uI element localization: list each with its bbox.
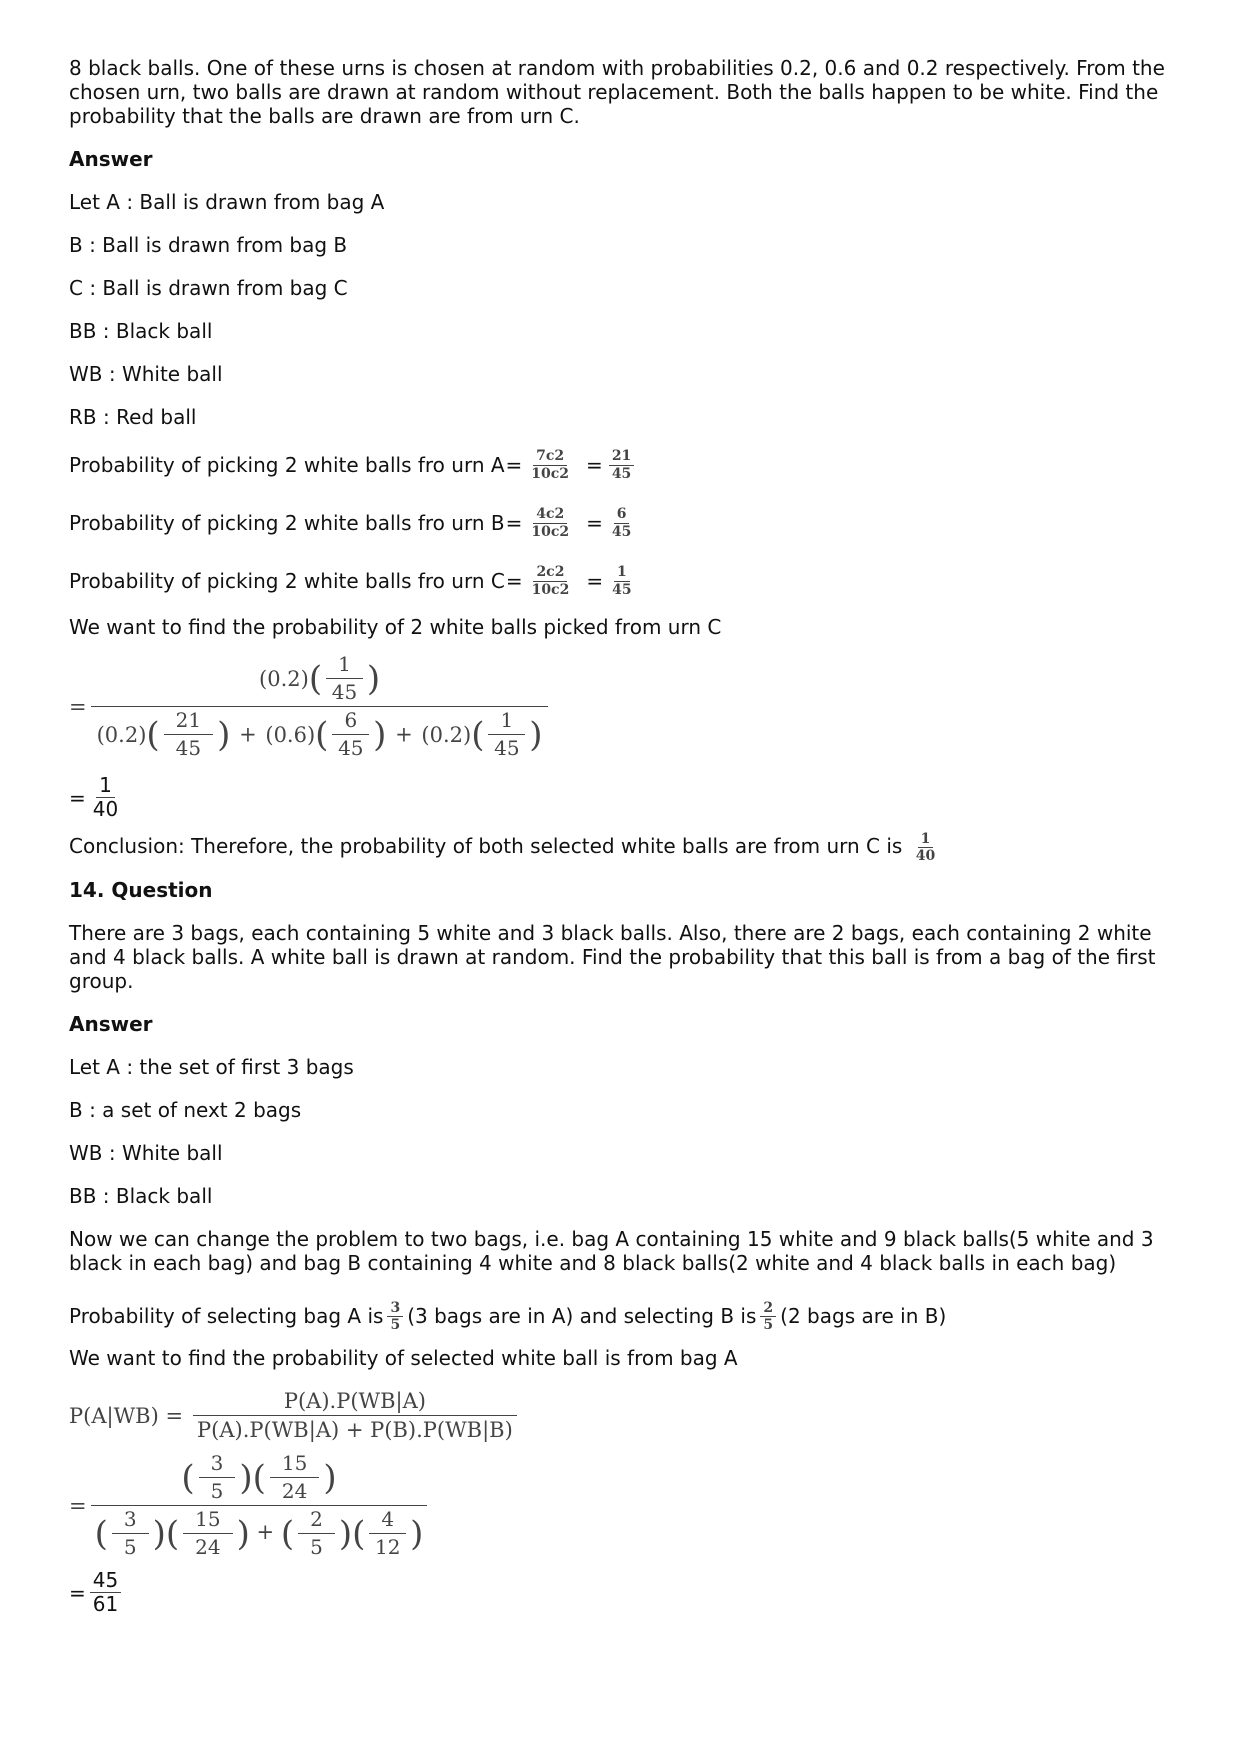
probability-urn-a: Probability of picking 2 white balls fro urn A = $\frac{7c2}{10c2}$ = $\frac{21}{45}$ xyxy=(69,439,1172,491)
bayes-formula: P(A|WB) = $\frac{P(A).P(WB|A)}{P(A).P(WB|A) + P(B).P(WB|B)}$ xyxy=(69,1389,1172,1442)
definition-line: C : Ball is drawn from bag C xyxy=(69,276,348,300)
question-13-continuation: 8 black balls. One of these urns is chosen at random with probabilities 0.2, 0.6 and 0.2 respectively. From the chosen urn, two balls are drawn at random without replacement. Both the balls happen to be white. Find the probability that the balls are drawn are from urn C. xyxy=(69,56,1165,128)
fraction: $\frac{4c2}{10c2}$ xyxy=(531,506,570,540)
definition-line: BB : Black ball xyxy=(69,1184,213,1209)
bayes-expression-urn-c: = (0.2) ( $\frac{1}{45}$ ) (0.2) ( $\frac{21}{45}$ ) + (0.6) ( $\frac{6}{45}$ ) + (0.2) ( $\frac{1}{45}$ ) xyxy=(69,653,1172,760)
result-bag-a: = $\frac{45}{61}$ xyxy=(69,1569,1172,1616)
question-14-text: There are 3 bags, each containing 5 white and 3 black balls. Also, there are 2 bags, each containing 2 white and 4 black balls. A white ball is drawn at random. Find the probability that this ball is from a bag of the first group. xyxy=(69,921,1156,994)
question-14-heading: 14. Question xyxy=(69,878,213,903)
result-urn-c: = $\frac{1}{40}$ xyxy=(69,773,119,821)
fraction: $\frac{7c2}{10c2}$ xyxy=(531,448,570,482)
answer-heading: Answer xyxy=(69,147,153,171)
change-problem-line: Now we can change the problem to two bags, i.e. bag A containing 15 white and 9 black balls(5 white and 3 black in each bag) and bag B containing 4 white and 8 black balls(2 white and 4 black balls in each bag) xyxy=(69,1227,1154,1276)
definition-line: Let A : Ball is drawn from bag A xyxy=(69,190,385,214)
definition-line: B : a set of next 2 bags xyxy=(69,1098,302,1123)
definition-line: BB : Black ball xyxy=(69,319,213,343)
definition-line: B : Ball is drawn from bag B xyxy=(69,233,348,257)
want-line: We want to find the probability of selected white ball is from bag A xyxy=(69,1346,738,1371)
answer-heading: Answer xyxy=(69,1012,153,1037)
definition-line: WB : White ball xyxy=(69,1141,223,1166)
bag-selection-line: Probability of selecting bag A is $\frac{3}{5}$ (3 bags are in A) and selecting B is $\frac{2}{5}$ (2 bags are in B) xyxy=(69,1299,947,1333)
definition-line: RB : Red ball xyxy=(69,405,197,429)
conclusion-line: Conclusion: Therefore, the probability of both selected white balls are from urn C is $\frac{1}{40}$ xyxy=(69,831,936,865)
definition-line: Let A : the set of first 3 bags xyxy=(69,1055,354,1080)
definition-line: WB : White ball xyxy=(69,362,223,386)
bayes-expression-bag-a: = ( $\frac{3}{5}$ )( $\frac{15}{24}$ ) ( $\frac{3}{5}$ )( $\frac{15}{24}$ ) + ( $\frac{2}{5}$ )( $\frac{4}{12}$ ) xyxy=(69,1452,1172,1559)
fraction: $\frac{2c2}{10c2}$ xyxy=(531,564,570,598)
fraction: $\frac{21}{45}$ xyxy=(609,448,634,481)
fraction: $\frac{1}{45}$ xyxy=(612,564,632,598)
probability-urn-b: Probability of picking 2 white balls fro urn B = $\frac{4c2}{10c2}$ = $\frac{6}{45}$ xyxy=(69,497,1172,549)
probability-urn-c: Probability of picking 2 white balls fro urn C = $\frac{2c2}{10c2}$ = $\frac{1}{45}$ xyxy=(69,555,1172,607)
fraction: $\frac{6}{45}$ xyxy=(611,506,632,540)
want-line: We want to find the probability of 2 white balls picked from urn C xyxy=(69,615,722,639)
